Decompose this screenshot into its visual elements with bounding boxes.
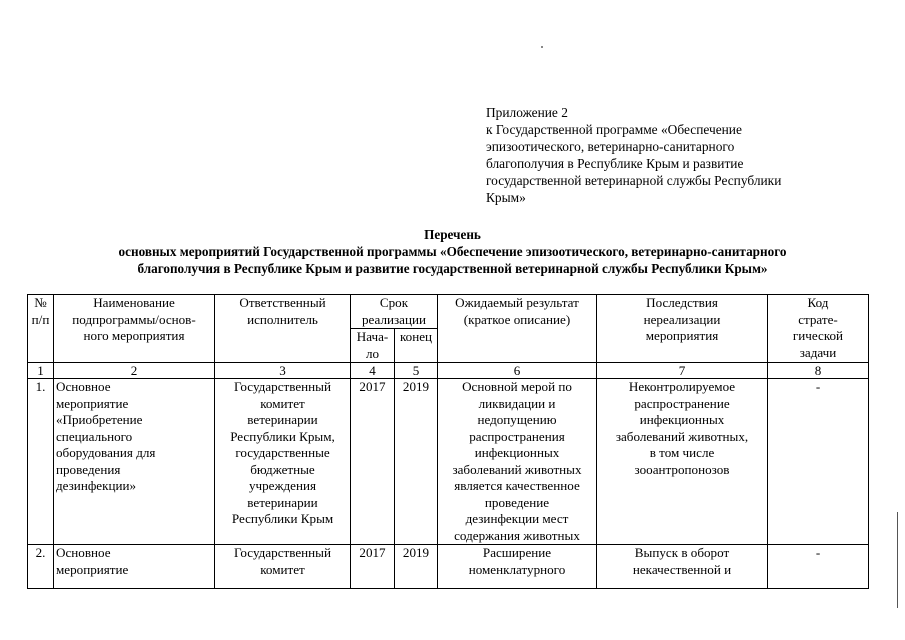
header-num: № п/п bbox=[28, 295, 54, 363]
title-line: основных мероприятий Государственной программы «Обеспечение эпизоотического, ветеринарно-санитарного bbox=[118, 244, 787, 259]
row-end: 2019 bbox=[395, 379, 438, 545]
header-name: Наименование подпрограммы/основ- ного мероприятия bbox=[54, 295, 215, 363]
header-row bbox=[28, 295, 869, 329]
title-line: благополучия в Республике Крым и развитие государственной ветеринарной службы Республики Крым» bbox=[137, 261, 768, 276]
row-start: 2017 bbox=[351, 545, 395, 589]
column-number: 8 bbox=[768, 363, 869, 379]
row-result: Расширение номенклатурного bbox=[438, 545, 597, 589]
annex-line: Приложение 2 bbox=[486, 105, 568, 120]
column-number-row bbox=[28, 363, 869, 379]
annex-line: Крым» bbox=[486, 190, 526, 205]
annex-line: государственной ветеринарной службы Республики bbox=[486, 173, 782, 188]
annex-line: благополучия в Республике Крым и развитие bbox=[486, 156, 744, 171]
scan-edge-line bbox=[897, 512, 898, 608]
column-number: 4 bbox=[351, 363, 395, 379]
row-num: 2. bbox=[28, 545, 54, 589]
row-consequences: Неконтролируемое распространение инфекционных заболеваний животных, в том числе зооантропонозов bbox=[597, 379, 768, 545]
row-end: 2019 bbox=[395, 545, 438, 589]
annex-line: к Государственной программе «Обеспечение bbox=[486, 122, 742, 137]
table-row bbox=[28, 379, 869, 545]
column-number: 2 bbox=[54, 363, 215, 379]
row-num: 1. bbox=[28, 379, 54, 545]
row-code: - bbox=[768, 545, 869, 589]
header-code: Код страте- гической задачи bbox=[768, 295, 869, 363]
column-number: 3 bbox=[215, 363, 351, 379]
row-code: - bbox=[768, 379, 869, 545]
row-executor: Государственный комитет bbox=[215, 545, 351, 589]
row-consequences: Выпуск в оборот некачественной и bbox=[597, 545, 768, 589]
table-row bbox=[28, 545, 869, 589]
header-consequences: Последствия нереализации мероприятия bbox=[597, 295, 768, 363]
row-result: Основной мерой по ликвидации и недопущению распространения инфекционных заболеваний животных является качественное проведение дезинфекции мест содержания животных bbox=[438, 379, 597, 545]
row-name: Основное мероприятие «Приобретение специального оборудования для проведения дезинфекции» bbox=[54, 379, 215, 545]
header-result: Ожидаемый результат (краткое описание) bbox=[438, 295, 597, 363]
column-number: 1 bbox=[28, 363, 54, 379]
annex-line: эпизоотического, ветеринарно-санитарного bbox=[486, 139, 735, 154]
activities-table bbox=[27, 294, 869, 589]
column-number: 7 bbox=[597, 363, 768, 379]
header-start: Нача- ло bbox=[351, 329, 395, 363]
header-period: Срок реализации bbox=[351, 295, 438, 329]
annex-note bbox=[486, 104, 866, 206]
row-name: Основное мероприятие bbox=[54, 545, 215, 589]
row-executor: Государственный комитет ветеринарии Республики Крым, государственные бюджетные учреждения ветеринарии Республики Крым bbox=[215, 379, 351, 545]
title-heading: Перечень bbox=[424, 227, 481, 242]
column-number: 6 bbox=[438, 363, 597, 379]
row-start: 2017 bbox=[351, 379, 395, 545]
document-title bbox=[0, 226, 905, 277]
header-executor: Ответственный исполнитель bbox=[215, 295, 351, 363]
header-end: конец bbox=[395, 329, 438, 363]
column-number: 5 bbox=[395, 363, 438, 379]
scan-speck bbox=[541, 46, 543, 48]
